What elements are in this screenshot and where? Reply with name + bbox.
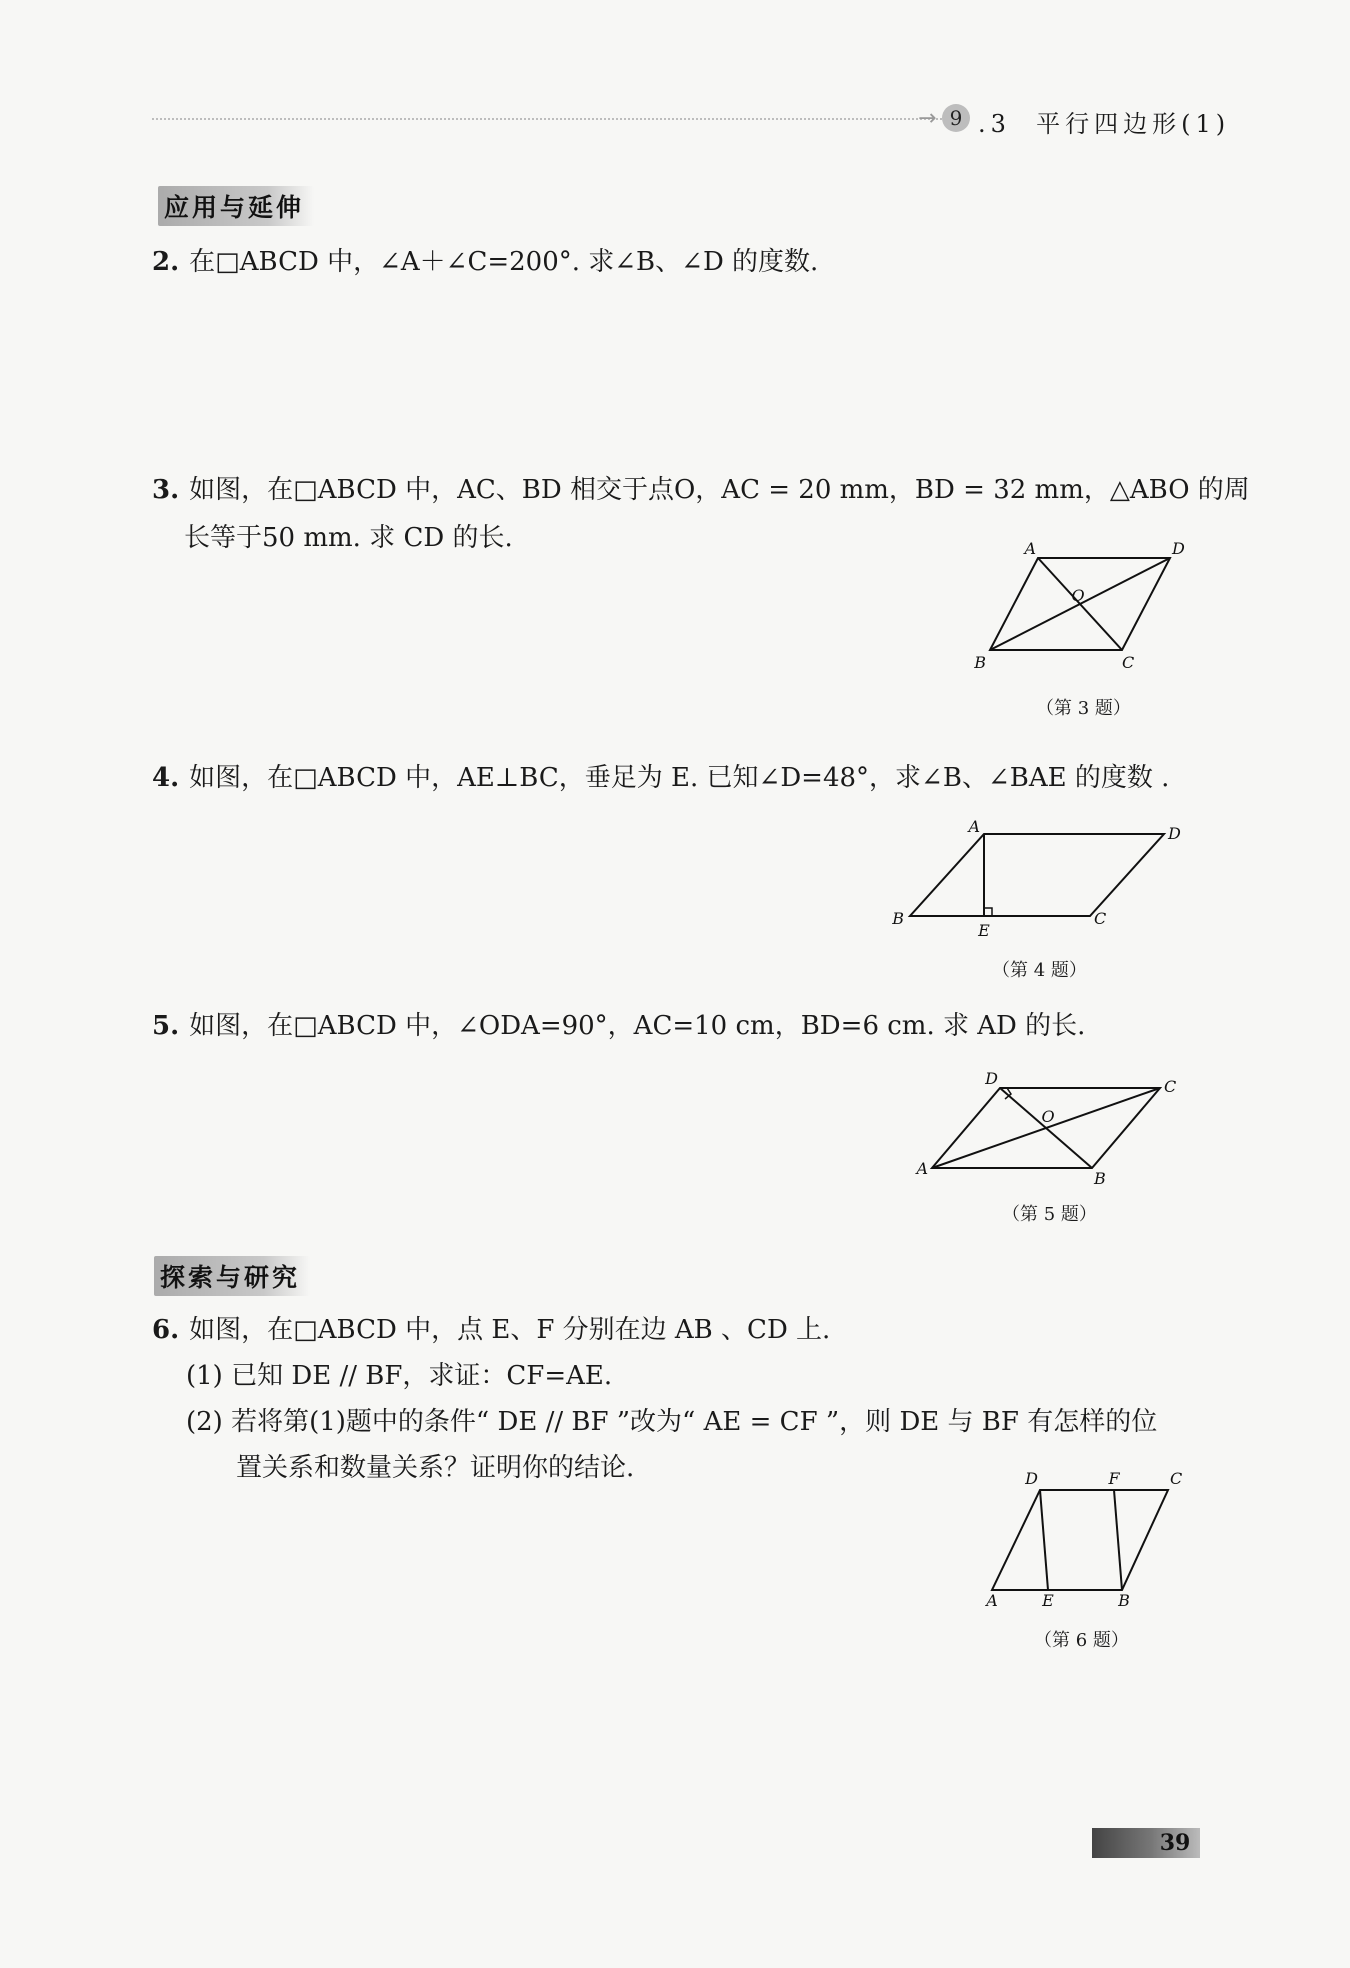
question-text-line1: 如图，在□ABCD 中，AC、BD 相交于点O，AC = 20 mm，BD = 32 mm，△ABO 的周: [189, 475, 1250, 505]
header-arrow-icon: →: [918, 106, 937, 131]
label-b: B: [892, 909, 904, 928]
figure-caption-q3: （第 3 题）: [1036, 698, 1131, 719]
label-o: O: [1071, 586, 1085, 605]
label-d: D: [1025, 1469, 1038, 1488]
question-number: 4.: [152, 763, 180, 793]
figure-caption-q5: （第 5 题）: [1002, 1204, 1097, 1225]
label-f: F: [1108, 1469, 1120, 1488]
question-4: [152, 754, 1169, 802]
question-6-part-1: (1) 已知 DE // BF，求证：CF=AE.: [186, 1361, 613, 1391]
question-6-part-2: (2) 若将第(1)题中的条件“ DE // BF ”改为“ AE = CF ”，则 DE 与 BF 有怎样的位: [186, 1407, 1158, 1437]
label-c: C: [1122, 653, 1135, 672]
figure-q4: [892, 817, 1181, 944]
parallelogram-abcd: [992, 1490, 1168, 1590]
parallelogram-abcd: [910, 834, 1164, 916]
label-d: D: [1168, 824, 1181, 843]
label-d: D: [985, 1069, 998, 1088]
label-b: B: [1118, 1591, 1130, 1610]
question-text: 如图，在□ABCD 中，点 E、F 分别在边 AB 、CD 上.: [189, 1315, 831, 1345]
question-3-continued: 长等于50 mm. 求 CD 的长.: [184, 523, 513, 553]
question-text: 如图，在□ABCD 中，∠ODA=90°，AC=10 cm，BD=6 cm. 求 AD 的长.: [189, 1011, 1086, 1041]
figure-q3: [974, 539, 1185, 680]
section-tag-apply: 应用与延伸: [158, 186, 314, 226]
section-title-text: 平行四边形(1): [1036, 110, 1231, 138]
question-number: 2.: [152, 247, 180, 277]
section-suffix: .3: [978, 110, 1011, 138]
label-b: B: [974, 653, 986, 672]
label-d: D: [1172, 539, 1185, 558]
question-number: 6.: [152, 1315, 180, 1345]
question-6: [152, 1306, 830, 1354]
section-title: [978, 104, 1230, 139]
segment-de: [1040, 1490, 1048, 1590]
question-6-part-2-continued: 置关系和数量关系？证明你的结论.: [236, 1453, 635, 1483]
label-c: C: [1170, 1469, 1183, 1488]
label-a: A: [986, 1591, 998, 1610]
figure-caption-q4: （第 4 题）: [992, 960, 1087, 981]
figure-q6: [972, 1470, 1182, 1610]
figure-q5: [916, 1069, 1180, 1190]
label-a: A: [968, 817, 980, 836]
question-text: 如图，在□ABCD 中，AE⊥BC，垂足为 E. 已知∠D=48°，求∠B、∠BAE 的度数 .: [189, 763, 1170, 793]
label-c: C: [1164, 1077, 1177, 1096]
question-number: 3.: [152, 475, 180, 505]
question-5: [152, 1002, 1085, 1050]
header-rule: [152, 118, 942, 120]
right-angle-mark: [984, 908, 992, 916]
page-number: 39: [1159, 1830, 1191, 1856]
question-number: 5.: [152, 1011, 180, 1041]
section-tag-explore: 探索与研究: [154, 1256, 310, 1296]
question-text: 在□ABCD 中，∠A＋∠C=200°. 求∠B、∠D 的度数.: [189, 247, 819, 277]
segment-bf: [1114, 1490, 1122, 1590]
question-2: [152, 238, 818, 286]
label-b: B: [1094, 1169, 1106, 1188]
label-c: C: [1094, 909, 1107, 928]
label-a: A: [916, 1159, 928, 1178]
chapter-number-badge: 9: [942, 104, 970, 132]
diagonal-bd: [1000, 1088, 1092, 1168]
label-a: A: [1024, 539, 1036, 558]
label-e: E: [978, 921, 990, 940]
label-o: O: [1041, 1107, 1055, 1126]
label-e: E: [1042, 1591, 1054, 1610]
question-3: [152, 466, 1250, 514]
figure-caption-q6: （第 6 题）: [1034, 1630, 1129, 1651]
